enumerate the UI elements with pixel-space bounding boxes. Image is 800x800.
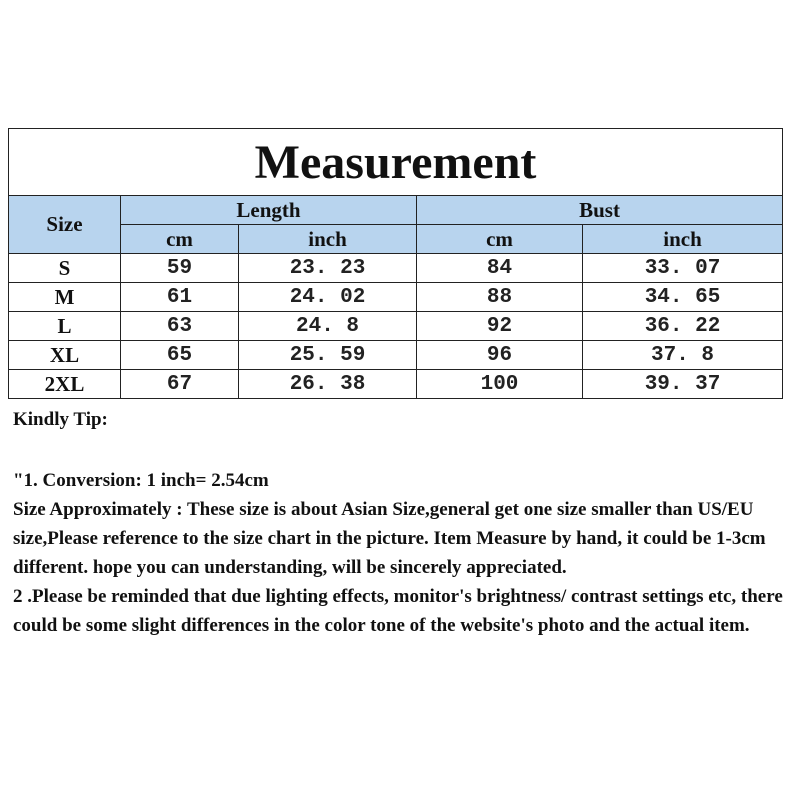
table-row [9,341,783,370]
length-cm-cell: 61 [121,283,239,312]
length-inch-cell: 26. 38 [239,370,417,399]
length-inch-cell: 25. 59 [239,341,417,370]
size-cell: XL [9,341,121,370]
tips-body [13,466,788,640]
length-cm-header: cm [121,225,239,254]
unit-header-row [9,225,783,254]
table-row [9,283,783,312]
size-column-header: Size [9,196,121,254]
bust-cm-cell: 100 [417,370,583,399]
bust-inch-cell: 34. 65 [583,283,783,312]
tips-title: Kindly Tip: [13,409,108,430]
table-row [9,312,783,341]
length-cm-cell: 59 [121,254,239,283]
bust-inch-cell: 36. 22 [583,312,783,341]
bust-cm-header: cm [417,225,583,254]
length-inch-cell: 24. 8 [239,312,417,341]
length-cm-cell: 63 [121,312,239,341]
bust-inch-cell: 39. 37 [583,370,783,399]
bust-inch-cell: 33. 07 [583,254,783,283]
length-group-header: Length [121,196,417,225]
length-inch-cell: 23. 23 [239,254,417,283]
tip-line-color-notice: 2 .Please be reminded that due lighting effects, monitor's brightness/ contrast settings etc, there could be some slight differences in the color tone of the website's photo and the actual item. [13,586,783,636]
bust-cm-cell: 84 [417,254,583,283]
size-cell: M [9,283,121,312]
tip-line-conversion: "1. Conversion: 1 inch= 2.54cm [13,470,269,491]
length-cm-cell: 65 [121,341,239,370]
length-inch-cell: 24. 02 [239,283,417,312]
size-chart-table [8,128,783,399]
table-title: Measurement [9,129,783,196]
length-cm-cell: 67 [121,370,239,399]
bust-inch-header: inch [583,225,783,254]
size-cell: S [9,254,121,283]
table-row [9,254,783,283]
size-cell: 2XL [9,370,121,399]
length-inch-header: inch [239,225,417,254]
tip-line-size-approx: Size Approximately : These size is about Asian Size,general get one size smaller than US/EU size,Please reference to the size chart in the picture. Item Measure by hand, it could be 1-3cm different. hope you can understanding, will be sincerely appreciated. [13,499,766,578]
size-cell: L [9,312,121,341]
bust-inch-cell: 37. 8 [583,341,783,370]
bust-cm-cell: 96 [417,341,583,370]
table-row [9,370,783,399]
bust-cm-cell: 92 [417,312,583,341]
group-header-row [9,196,783,225]
title-row [9,129,783,196]
bust-group-header: Bust [417,196,783,225]
bust-cm-cell: 88 [417,283,583,312]
